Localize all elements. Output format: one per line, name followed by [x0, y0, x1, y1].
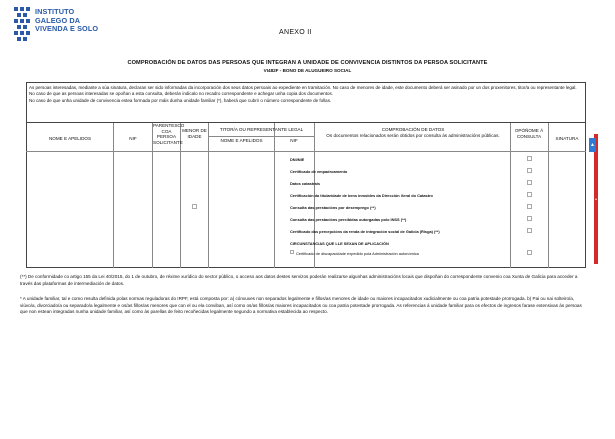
minor-checkbox[interactable] [192, 204, 197, 209]
side-scroll-thumb-icon[interactable]: • [595, 197, 597, 203]
document-title: COMPROBACIÓN DE DATOS DAS PERSOAS QUE INTEGRAN A UNIDADE DE CONVIVENCIA DISTINTOS DA PERSOA SOLICITANTE [127, 60, 488, 66]
header-minor: MENOR DE IDADE [182, 128, 207, 139]
consult-item-disability: Certificado de discapacidade expedido pola Administración autonómica [296, 251, 419, 256]
header-divider [26, 151, 586, 152]
logo-line-1: INSTITUTO [35, 7, 75, 16]
header-data-check-subtitle: Os documentos relacionados serán obtidos por consulta ás administracións públicas. [326, 132, 500, 138]
oppose-checkbox-census[interactable] [527, 168, 532, 173]
consult-item-census: Certificado de empadroamento [290, 169, 348, 174]
header-nif: NIF [129, 136, 137, 141]
oppose-checkbox-cadastre-data[interactable] [527, 180, 532, 185]
column-divider [208, 123, 209, 268]
footnote-legal: (**) De conformidade co artigo 155 da Lei 40/2015, do 1 de outubro, de réxime xurídico do sector público, o acceso aos datos destes servizos poderán realizarse algunhas administracións locais que dispoñan do correspondente convenio coa Xunta de Galicia para acceder a través das plataformas de intermediación de datos. [20, 274, 578, 286]
column-divider [274, 123, 275, 268]
header-relationship: PARENTESCO COA PERSOA SOLICITANTE [153, 123, 185, 145]
logo-line-3: VIVENDA E SOLO [35, 24, 99, 34]
header-data-check [316, 127, 510, 138]
consult-item-risga: Certificado das percepcións da renda de integración social de Galicia (Risga) (**) [290, 229, 440, 234]
consult-item-cadastre-data: Datos catastrais [290, 181, 321, 186]
consult-item-property-ownership: Certificación da titularidade de bens inmobles da Dirección Xeral do Catastro [290, 193, 433, 198]
header-guardian: TITOR/A OU REPRESENTANTE LEGAL [219, 127, 304, 132]
disability-option-checkbox[interactable] [290, 250, 294, 254]
header-name: NOME E APELIDOS [48, 136, 92, 141]
header-signature: SINATURA [555, 136, 579, 141]
header-opposition: OPÓÑOME Á CONSULTA [514, 128, 544, 139]
logo-wordmark [35, 8, 98, 34]
consult-item-unemployment: Consulta das prestacións por desemprego (**) [290, 205, 376, 210]
oppose-checkbox-dni[interactable] [527, 156, 532, 161]
xunta-emblem-icon [13, 6, 31, 42]
oppose-checkbox-unemployment[interactable] [527, 204, 532, 209]
logo-line-2: GALEGO DA [35, 15, 81, 25]
column-divider [113, 123, 114, 268]
annex-label: ANEXO II [279, 29, 312, 36]
header-sub-divider [208, 136, 314, 137]
header-data-check-title: COMPROBACIÓN DE DATOS [381, 127, 445, 132]
header-guardian-nif: NIF [290, 138, 298, 143]
footnote-family-unit: * A unidade familiar, tal e como resulta definida polas normas reguladoras do IRPF, está composta por: a) cónxuxes non separados legalmente e fillos/as menores de idade ou maiores incapacitados xudicialmente ou coa patria potestade prorrogada. b) Pai ou nai solteiro/a, viúvo/a, divorciado/a ou separado/a legalmente e os/as fillos/as menores que con el ou ela conviban, así como os/as fillos/as maiores incapacitados ou coa patria potestade prorrogada. As referencias á unidade familiar para os efectos de ingresos farase extensivas ás persoas que non estean integradas nunha unidade familiar, así como ás parellas de feito recoñecidas legalmente segundo a normativa establecida ao respecto. [20, 296, 582, 315]
oppose-checkbox-disability[interactable] [527, 250, 532, 255]
oppose-checkbox-risga[interactable] [527, 228, 532, 233]
intro-paragraph-2: No caso de que unha unidade de convivencia estea formada por máis dunha unidade familiar (*), haberá que cubrir o número correspondente de follas. [29, 97, 332, 103]
consult-item-circumstances: CIRCUNSTANCIAS QUE LLE SEXAN DE APLICACIÓN [290, 241, 389, 246]
oppose-checkbox-property-ownership[interactable] [527, 192, 532, 197]
column-divider [548, 123, 549, 268]
consult-item-dni: DNI/NIE [290, 157, 305, 162]
oppose-checkbox-inss[interactable] [527, 216, 532, 221]
intro-paragraph-1: As persoas interesadas, mediante a súa sinatura, declaran ser sido informadas da incorporación dos seus datos persoais ao expediente en tramitación. No caso de menores de idade, este documento deberá ser asinado por un dos proxenitores, titor/a ou representante legal. No caso de que as persoas interesadas se opoñan a esta consulta, deberán indicalo no recadro correspondente e achegar unha copia dos documentos. [29, 85, 577, 97]
header-guardian-name: NOME E APELIDOS [220, 138, 263, 143]
document-subtitle: VI482F - BONO DE ALUGUEIRO SOCIAL [263, 68, 352, 73]
institute-logo [13, 6, 123, 46]
column-divider [510, 123, 511, 268]
intro-text [29, 85, 577, 104]
consult-item-inss: Consulta das prestacións percibidas outorgadas polo INSS (**) [290, 217, 407, 222]
side-scroll-up-icon[interactable]: ▲ [589, 138, 596, 152]
